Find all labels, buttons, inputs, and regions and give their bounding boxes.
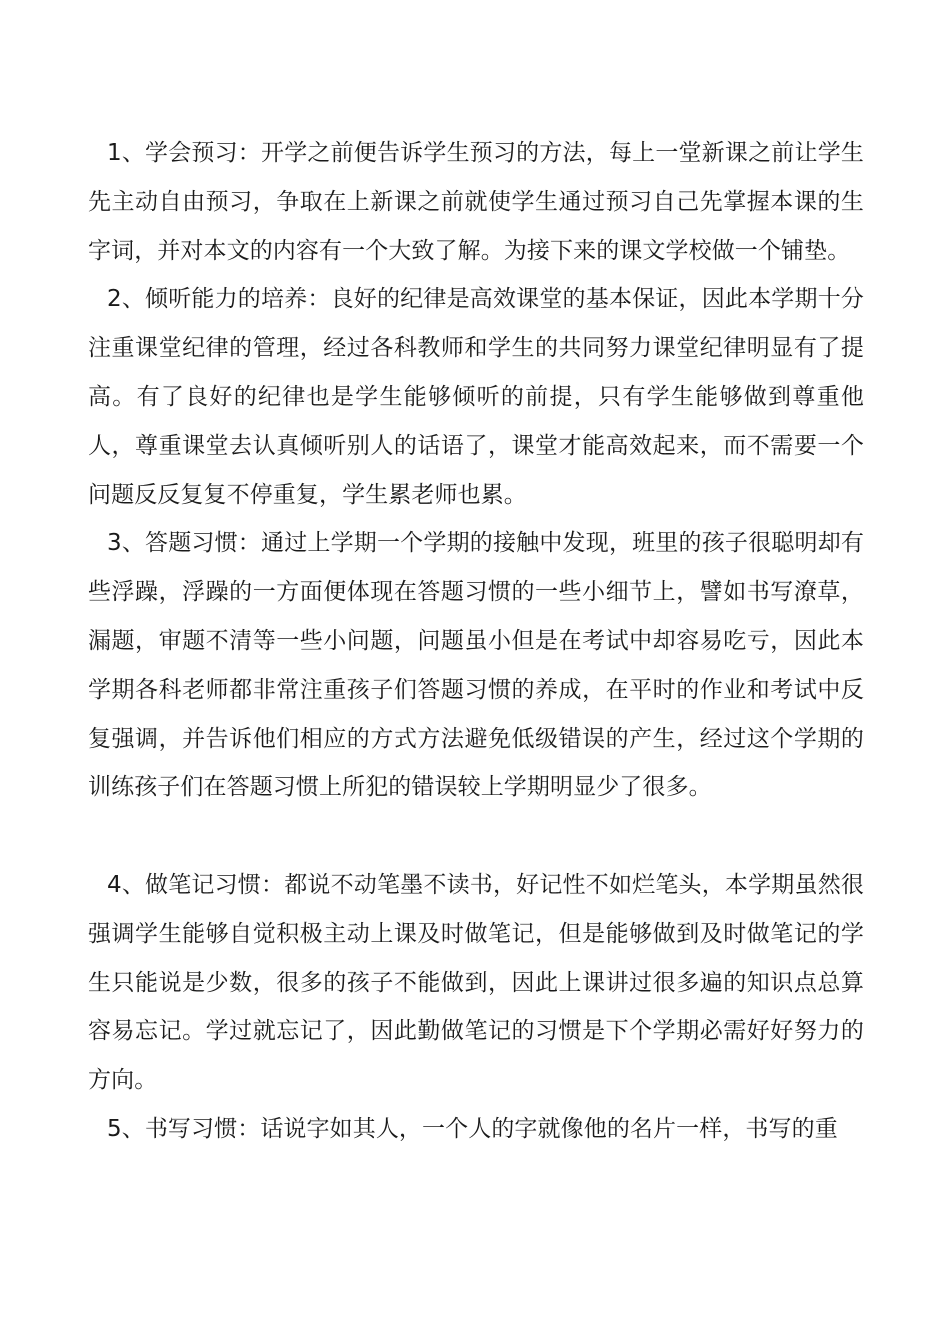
paragraph-note-taking-habit: 4、做笔记习惯：都说不动笔墨不读书，好记性不如烂笔头，本学期虽然很强调学生能够自觉积极主动上课及时做笔记，但是能够做到及时做笔记的学生只能说是少数，很多的孩子不能做到，因此上课讲过很多遍的知识点总算容易忘记。学过就忘记了，因此勤做笔记的习惯是下个学期必需好好努力的方向。 bbox=[88, 871, 864, 1094]
paragraph-answering-habit: 3、答题习惯：通过上学期一个学期的接触中发现，班里的孩子很聪明却有些浮躁，浮躁的一方面便体现在答题习惯的一些小细节上，譬如书写潦草，漏题，审题不清等一些小问题，问题虽小但是在考试中却容易吃亏，因此本学期各科老师都非常注重孩子们答题习惯的养成，在平时的作业和考试中反复强调，并告诉他们相应的方式方法避免低级错误的产生，经过这个学期的训练孩子们在答题习惯上所犯的错误较上学期明显少了很多。 bbox=[88, 530, 864, 801]
paragraph-preview-habit: 1、学会预习：开学之前便告诉学生预习的方法，每上一堂新课之前让学生先主动自由预习，争取在上新课之前就使学生通过预习自己先掌握本课的生字词，并对本文的内容有一个大致了解。为接下来的课文学校做一个铺垫。 bbox=[88, 140, 864, 264]
paragraph-listening-skill: 2、倾听能力的培养：良好的纪律是高效课堂的基本保证，因此本学期十分注重课堂纪律的管理，经过各科教师和学生的共同努力课堂纪律明显有了提高。有了良好的纪律也是学生能够倾听的前提，只有学生能够做到尊重他人，尊重课堂去认真倾听别人的话语了，课堂才能高效起来，而不需要一个问题反反复复不停重复，学生累老师也累。 bbox=[88, 286, 864, 508]
paragraph-writing-habit: 5、书写习惯：话说字如其人，一个人的字就像他的名片一样，书写的重 bbox=[107, 1115, 838, 1142]
paragraph-spacer bbox=[88, 812, 864, 861]
document-body bbox=[88, 129, 864, 1154]
